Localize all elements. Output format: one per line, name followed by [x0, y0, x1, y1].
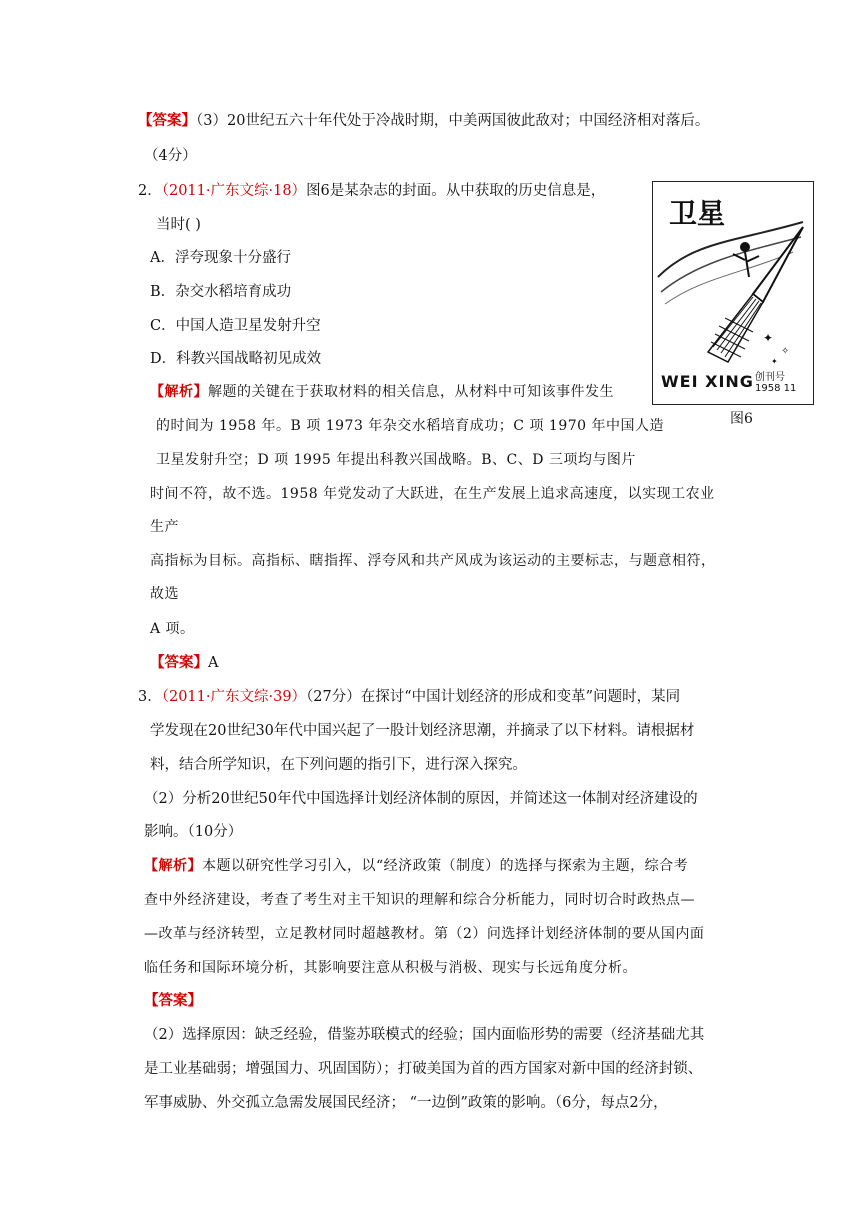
answer-tag: 【答案】	[150, 654, 208, 671]
q2-analysis-line-1	[150, 382, 614, 402]
q3-stem-text: （27分）在探讨“中国计划经济的形成和变革”问题时，某同	[306, 689, 681, 705]
q3-answer-tag-line	[144, 991, 202, 1011]
q2-analysis-line-2: 的时间为 1958 年。B 项 1973 年杂交水稻培育成功；C 项 1970 年中国人造	[156, 418, 664, 434]
cover-date	[755, 372, 796, 394]
q2-analysis-text-1: 解题的关键在于获取材料的相关信息，从材料中可知该事件发生	[208, 384, 614, 400]
q3-answer-line-1: （2）选择原因：缺乏经验，借鉴苏联模式的经验；国内面临形势的需要（经济基础尤其	[144, 1027, 705, 1043]
q2-stem-line-2: 当时( )	[156, 217, 201, 233]
figure-caption: 图6	[730, 411, 753, 427]
q2-analysis-line-6: 高指标为目标。高指标、瞎指挥、浮夸风和共产风成为该运动的主要标志，与题意相符，	[150, 553, 716, 569]
cover-date-line-1: 创刊号	[755, 372, 785, 383]
q3-stem-line-3: 料，结合所学知识，在下列问题的指引下，进行深入探究。	[150, 757, 527, 773]
q2-option-c: C．中国人造卫星发射升空	[150, 318, 321, 334]
q3-analysis-text-1: 本题以研究性学习引入，以“经济政策（制度）的选择与探索为主题，综合考	[202, 858, 689, 874]
q2-answer-line	[150, 653, 218, 673]
rocket-illustration	[653, 182, 813, 404]
q3-answer-line-2: 是工业基础弱；增强国力、巩固国防）；打破美国为首的西方国家对新中国的经济封锁、	[144, 1061, 703, 1077]
q3-stem-line-1	[138, 687, 680, 707]
cover-title: 卫星	[669, 197, 726, 230]
cover-name: WEI XING	[661, 372, 754, 391]
q3-stem-line-2: 学发现在20世纪30年代中国兴起了一股计划经济思潮，并摘录了以下材料。请根据材	[150, 723, 695, 739]
q2-analysis-line-5: 生产	[150, 519, 179, 535]
q3-analysis-line-4: 临任务和国际环境分析，其影响要注意从积极与消极、现实与长远角度分析。	[144, 960, 637, 976]
q1-answer-line-2: （4分）	[144, 148, 197, 164]
q2-stem-text: 图6是某杂志的封面。从中获取的历史信息是，	[306, 183, 606, 199]
q2-option-b: B．杂交水稻培育成功	[150, 284, 292, 300]
q3-source: （2011·广东文综·39）	[161, 689, 307, 705]
q1-answer-text: （3）20世纪五六十年代处于冷战时期，中美两国彼此敌对；中国经济相对落后。	[196, 113, 710, 129]
q2-analysis-line-7: 故选	[150, 586, 179, 602]
q2-analysis-line-4: 时间不符，故不选。1958 年党发动了大跃进，在生产发展上追求高速度，以实现工农业	[150, 486, 715, 502]
q3-sub-line-2: 影响。（10分）	[144, 824, 243, 840]
q2-analysis-line-3: 卫星发射升空；D 项 1995 年提出科教兴国战略。B、C、D 三项均与图片	[156, 452, 636, 468]
q3-number: 3．	[138, 689, 162, 705]
cover-date-line-2: 1958 11	[755, 383, 797, 394]
svg-text:✦: ✦	[763, 331, 774, 345]
analysis-tag: 【解析】	[150, 384, 208, 400]
q3-analysis-line-1	[144, 856, 688, 876]
answer-tag: 【答案】	[138, 112, 196, 129]
q1-answer-line-1	[138, 111, 709, 131]
q2-source: （2011·广东文综·18）	[161, 183, 307, 199]
q2-stem-line-1	[138, 181, 605, 201]
magazine-cover-figure	[652, 181, 814, 405]
answer-tag: 【答案】	[144, 992, 202, 1009]
q2-number: 2．	[138, 183, 162, 199]
q3-analysis-line-2: 查中外经济建设，考查了考生对主干知识的理解和综合分析能力，同时切合时政热点—	[144, 892, 695, 908]
q3-sub-line-1: （2）分析20世纪50年代中国选择计划经济体制的原因，并简述这一体制对经济建设的	[144, 791, 698, 807]
analysis-tag: 【解析】	[144, 858, 202, 874]
q2-analysis-line-8: A 项。	[150, 621, 195, 637]
q2-option-d: D．科教兴国战略初见成效	[150, 351, 322, 367]
q2-option-a: A．浮夸现象十分盛行	[150, 250, 291, 266]
q3-answer-line-3: 军事威胁、外交孤立急需发展国民经济； “一边倒”政策的影响。（6分，每点2分，	[144, 1095, 668, 1111]
svg-text:✧: ✧	[781, 346, 790, 357]
q3-analysis-line-3: —改革与经济转型，立足教材同时超越教材。第（2）问选择计划经济体制的要从国内面	[144, 926, 705, 942]
q2-answer-value: A	[208, 655, 219, 671]
svg-text:✦: ✦	[771, 357, 778, 366]
